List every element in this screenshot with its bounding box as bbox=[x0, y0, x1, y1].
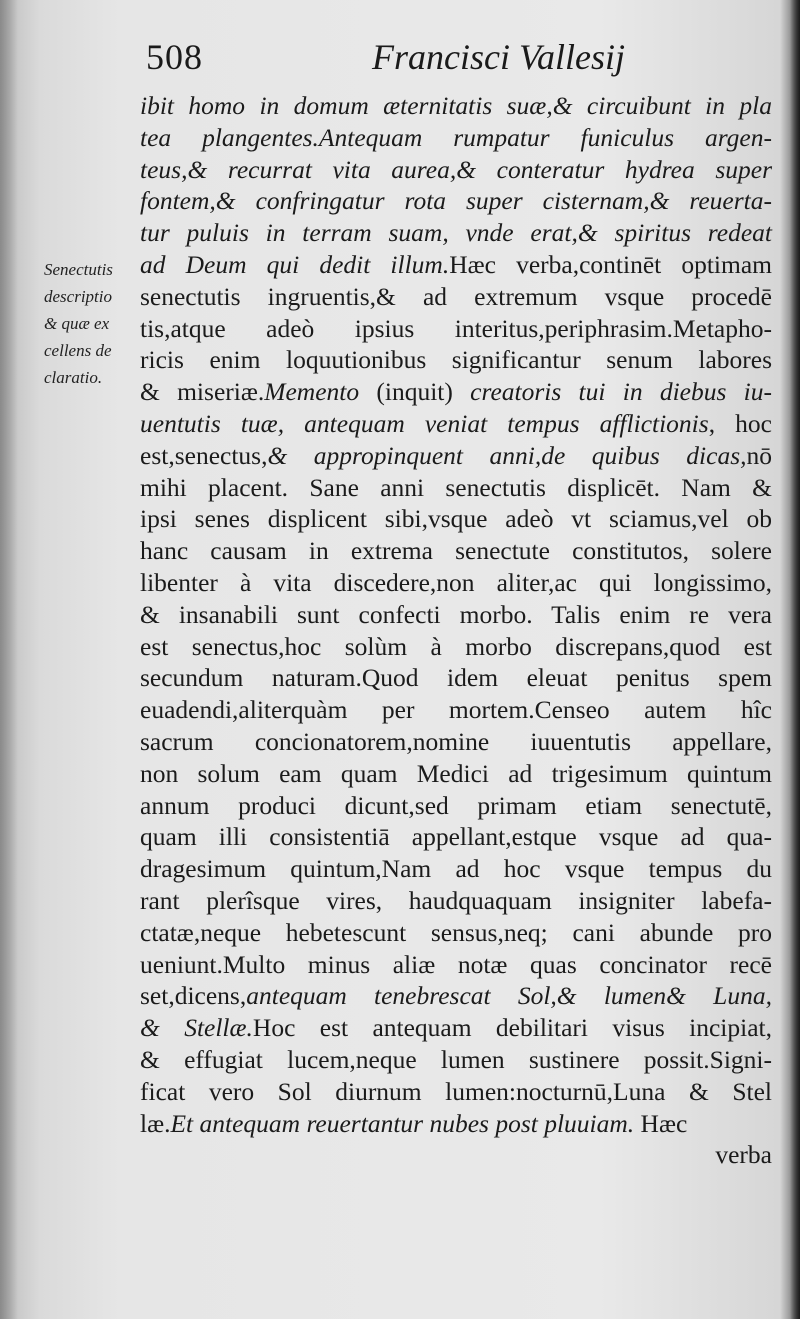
text-run: & effugiat lucem,neque lumen sustinere possit.Signi- bbox=[140, 1044, 772, 1074]
catchword: verba bbox=[715, 1140, 772, 1170]
page-number: 508 bbox=[146, 37, 203, 77]
text-run: Et antequam reuertantur nubes post pluuiam. bbox=[170, 1108, 635, 1138]
text-line bbox=[140, 726, 772, 758]
text-run: & Stellæ. bbox=[140, 1013, 253, 1043]
text-run: ad Deum qui dedit illum. bbox=[140, 249, 450, 279]
body-text bbox=[140, 90, 772, 1171]
text-run: dragesimum quintum,Nam ad hoc vsque tempus du bbox=[140, 854, 772, 884]
text-run: creatoris tui in diebus iu- bbox=[470, 377, 772, 407]
text-line bbox=[140, 503, 772, 535]
margin-note-line: cellens de bbox=[44, 341, 112, 360]
text-run: ctatæ,neque hebetescunt sensus,neq; cani abunde pro bbox=[140, 917, 772, 947]
text-run: euadendi,aliterquàm per mortem.Censeo autem hîc bbox=[140, 695, 772, 725]
text-run: mihi placent. Sane anni senectutis displicēt. Nam & bbox=[140, 472, 772, 502]
text-line bbox=[140, 281, 772, 313]
text-line bbox=[140, 853, 772, 885]
text-run: est,senectus, bbox=[140, 440, 268, 470]
text-line bbox=[140, 1012, 772, 1044]
text-run: libenter à vita discedere,non aliter,ac qui longissimo, bbox=[140, 567, 772, 597]
text-line bbox=[140, 217, 772, 249]
margin-note bbox=[44, 256, 140, 391]
text-line bbox=[140, 631, 772, 663]
text-line bbox=[140, 599, 772, 631]
text-run: hanc causam in extrema senectute constitutos, solere bbox=[140, 536, 772, 566]
text-run: non solum eam quam Medici ad trigesimum quintum bbox=[140, 758, 772, 788]
text-run: antequam tenebrescat Sol,& lumen& Luna, bbox=[246, 981, 772, 1011]
text-run: fontem,& confringatur rota super cisternam,& reuerta- bbox=[140, 186, 772, 216]
text-run: annum produci dicunt,sed primam etiam senectutē, bbox=[140, 790, 772, 820]
text-line bbox=[140, 949, 772, 981]
text-line bbox=[140, 185, 772, 217]
text-line bbox=[140, 408, 772, 440]
text-run: rant plerîsque vires, haudquaquam insigniter labefa- bbox=[140, 885, 772, 915]
text-run: senectutis ingruentis,& ad extremum vsque procedē bbox=[140, 281, 772, 311]
text-line bbox=[140, 249, 772, 281]
text-run: , hoc bbox=[708, 408, 772, 438]
text-line bbox=[140, 344, 772, 376]
text-run: & miseriæ. bbox=[140, 377, 265, 407]
text-run: ueniunt.Multo minus aliæ notæ quas concinator recē bbox=[140, 949, 772, 979]
text-line bbox=[140, 90, 772, 122]
text-run: Hoc est antequam debilitari visus incipiat, bbox=[252, 1013, 772, 1043]
text-line bbox=[140, 535, 772, 567]
text-line bbox=[140, 440, 772, 472]
text-line bbox=[140, 567, 772, 599]
text-run: ricis enim loquutionibus significantur senum labores bbox=[140, 345, 772, 375]
text-run: & appropinquent anni,de quibus dicas, bbox=[267, 440, 747, 470]
margin-note-line: claratio. bbox=[44, 368, 103, 387]
text-line bbox=[140, 917, 772, 949]
text-run: secundum naturam.Quod idem eleuat penitus spem bbox=[140, 663, 772, 693]
text-line bbox=[140, 154, 772, 186]
text-line bbox=[140, 472, 772, 504]
text-line bbox=[140, 1044, 772, 1076]
text-line bbox=[140, 980, 772, 1012]
text-line bbox=[140, 694, 772, 726]
page-edge-shadow bbox=[790, 0, 800, 1319]
text-line bbox=[140, 758, 772, 790]
gutter-shadow bbox=[0, 0, 18, 1319]
text-run: set,dicens, bbox=[140, 981, 247, 1011]
text-run: Hæc bbox=[634, 1108, 688, 1138]
margin-note-line: Senectutis bbox=[44, 260, 113, 279]
text-run: ficat vero Sol diurnum lumen:nocturnū,Luna & Stel bbox=[140, 1076, 772, 1106]
text-run: læ. bbox=[140, 1108, 171, 1138]
text-run: sacrum concionatorem,nomine iuuentutis appellare, bbox=[140, 726, 772, 756]
text-line bbox=[140, 122, 772, 154]
text-run: nō bbox=[746, 440, 772, 470]
text-line bbox=[140, 1108, 772, 1140]
text-run: ipsi senes displicent sibi,vsque adeò vt sciamus,vel ob bbox=[140, 504, 772, 534]
text-line bbox=[140, 821, 772, 853]
text-run: tur puluis in terram suam, vnde erat,& spiritus redeat bbox=[140, 218, 772, 248]
text-run: ibit homo in domum æternitatis suæ,& circuibunt in pla bbox=[140, 91, 772, 120]
text-line bbox=[140, 885, 772, 917]
text-run: teus,& recurrat vita aurea,& conteratur hydrea super bbox=[140, 154, 772, 184]
text-run: (inquit) bbox=[376, 377, 471, 407]
text-run: quam illi consistentiā appellant,estque vsque ad qua- bbox=[140, 822, 772, 852]
margin-note-line: descriptio bbox=[44, 287, 112, 306]
text-line bbox=[140, 376, 772, 408]
page-header bbox=[0, 22, 800, 82]
text-run: tea plangentes.Antequam rumpatur funiculus argen- bbox=[140, 122, 772, 152]
text-run: uentutis tuæ, antequam veniat tempus afflictionis bbox=[140, 408, 709, 438]
margin-note-line: & quæ ex bbox=[44, 314, 110, 333]
text-run: Memento bbox=[264, 377, 377, 407]
text-run: & insanabili sunt confecti morbo. Talis enim re vera bbox=[140, 599, 772, 629]
text-run: est senectus,hoc solùm à morbo discrepans,quod est bbox=[140, 631, 772, 661]
text-line bbox=[140, 1076, 772, 1108]
running-title: Francisci Vallesij bbox=[372, 37, 625, 77]
text-line bbox=[140, 313, 772, 345]
text-line bbox=[140, 662, 772, 694]
text-line bbox=[140, 790, 772, 822]
text-run: tis,atque adeò ipsius interitus,periphrasim.Metapho- bbox=[140, 313, 772, 343]
text-run: Hæc verba,continēt optimam bbox=[449, 249, 773, 279]
